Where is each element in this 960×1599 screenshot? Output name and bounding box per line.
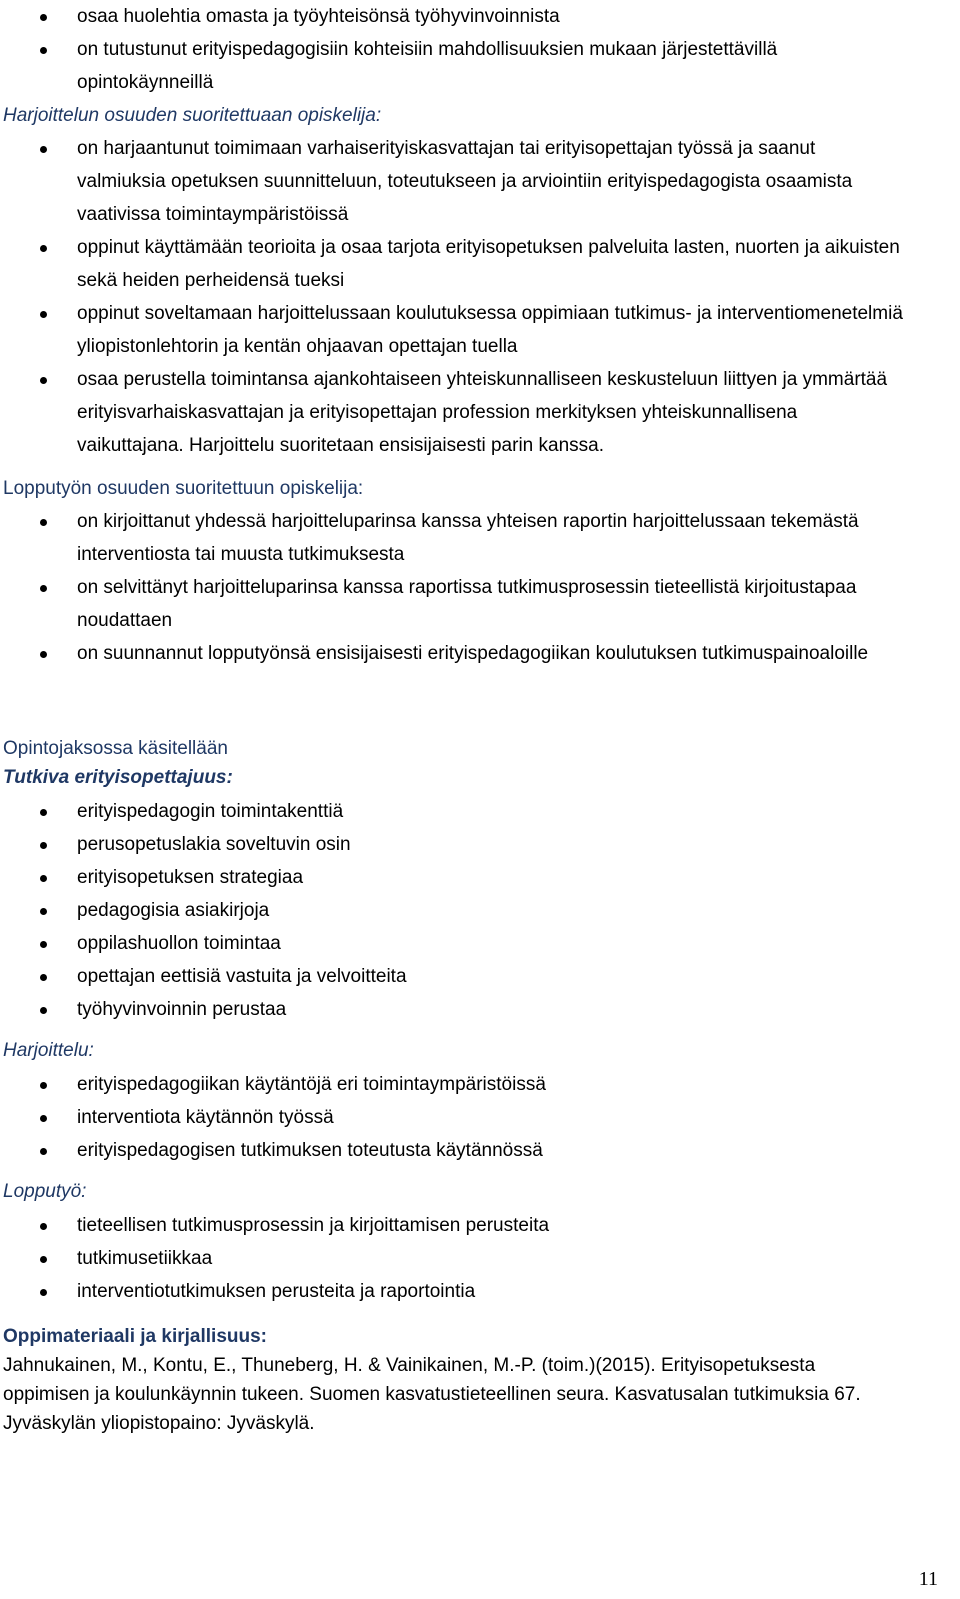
lopputyo-list [3,1209,903,1308]
list-item [3,571,903,637]
list-item [3,505,903,571]
bullet-icon [40,941,47,948]
list-item [3,828,903,861]
harjoittelu-heading: Harjoittelu: [3,1040,94,1061]
page-number: 11 [918,1568,938,1590]
content-intro: Opintojaksossa käsitellään [3,738,228,759]
bullet-icon [40,245,47,252]
bullet-icon [40,1115,47,1122]
harjoittelu-goals-heading: Harjoittelun osuuden suoritettuaan opiskelija: [3,105,382,126]
list-item [3,637,903,670]
bullet-icon [40,1289,47,1296]
list-item-text: on suunnannut lopputyönsä ensisijaisesti erityispedagogiikan koulutuksen tutkimuspainoaloille [77,643,869,664]
list-item [3,894,903,927]
list-item-text: erityispedagogin toimintakenttiä [77,801,344,822]
bullet-icon [40,1223,47,1230]
bullet-icon [40,875,47,882]
list-item [3,363,903,462]
bullet-icon [40,1256,47,1263]
list-item [3,132,903,231]
bullet-icon [40,1007,47,1014]
list-item-text: on tutustunut erityispedagogisiin kohteisiin mahdollisuuksien mukaan järjestettävillä opintokäynneillä [77,39,778,93]
bullet-icon [40,974,47,981]
list-item [3,1068,903,1101]
bullet-icon [40,14,47,21]
bullet-icon [40,519,47,526]
list-item [3,297,903,363]
bullet-icon [40,1082,47,1089]
top-list [3,0,903,99]
bullet-icon [40,908,47,915]
list-item-text: erityisopetuksen strategiaa [77,867,304,888]
document-page [3,0,903,1438]
list-item-text: tutkimusetiikkaa [77,1248,213,1269]
lopputyo-heading: Lopputyö: [3,1181,87,1202]
list-item-text: perusopetuslakia soveltuvin osin [77,834,351,855]
bullet-icon [40,377,47,384]
bullet-icon [40,585,47,592]
list-item-text: interventiotutkimuksen perusteita ja raportointia [77,1281,476,1302]
materials-heading: Oppimateriaali ja kirjallisuus: [3,1326,267,1347]
list-item [3,993,903,1026]
bullet-icon [40,311,47,318]
list-item [3,1209,903,1242]
list-item-text: oppinut käyttämään teorioita ja osaa tarjota erityisopetuksen palveluita lasten, nuorten ja aikuisten sekä heiden perheidensä tueksi [77,237,900,291]
bullet-icon [40,842,47,849]
list-item-text: opettajan eettisiä vastuita ja velvoitteita [77,966,407,987]
bullet-icon [40,47,47,54]
list-item-text: oppinut soveltamaan harjoittelussaan koulutuksessa oppimiaan tutkimus- ja interventiomenetelmiä yliopistonlehtorin ja kentän ohjaavan opettajan tuella [77,303,903,357]
list-item-text: erityispedagogisen tutkimuksen toteutusta käytännössä [77,1140,543,1161]
list-item [3,795,903,828]
list-item [3,33,903,99]
list-item-text: on harjaantunut toimimaan varhaiserityiskasvattajan tai erityisopettajan työssä ja saanut valmiuksia opetuksen suunnitteluun, toteutukseen ja arviointiin erityispedagogista osaamista vaativissa toimintaympäristöissä [77,138,853,225]
tutkiva-list [3,795,903,1026]
lopputyo-goals-list [3,505,903,670]
lopputyo-goals-heading: Lopputyön osuuden suoritettuun opiskelija: [3,478,364,499]
list-item-text: pedagogisia asiakirjoja [77,900,270,921]
tutkiva-heading: Tutkiva erityisopettajuus: [3,767,233,788]
harjoittelu-list [3,1068,903,1167]
list-item [3,927,903,960]
bullet-icon [40,809,47,816]
list-item-text: oppilashuollon toimintaa [77,933,281,954]
list-item [3,1101,903,1134]
list-item [3,1134,903,1167]
bullet-icon [40,651,47,658]
list-item-text: on kirjoittanut yhdessä harjoitteluparinsa kanssa yhteisen raportin harjoittelussaan tekemästä interventiosta tai muusta tutkimuksesta [77,511,859,565]
list-item-text: työhyvinvoinnin perustaa [77,999,287,1020]
list-item [3,1275,903,1308]
materials-reference: Jahnukainen, M., Kontu, E., Thuneberg, H. & Vainikainen, M.-P. (toim.)(2015). Erityisopetuksesta oppimisen ja koulunkäynnin tukeen. Suomen kasvatustieteellinen seura. Kasvatusalan tutkimuksia 67. Jyväskylän yliopistopaino: Jyväskylä. [3,1355,861,1434]
list-item-text: on selvittänyt harjoitteluparinsa kanssa raportissa tutkimusprosessin tieteellistä kirjoitustapaa noudattaen [77,577,857,631]
list-item-text: osaa perustella toimintansa ajankohtaiseen yhteiskunnalliseen keskusteluun liittyen ja ymmärtää erityisvarhaiskasvattajan ja erityisopettajan profession merkityksen yhteiskunnallisena vaikuttajana. Harjoittelu suoritetaan ensisijaisesti parin kanssa. [77,369,888,456]
list-item [3,960,903,993]
list-item-text: tieteellisen tutkimusprosessin ja kirjoittamisen perusteita [77,1215,550,1236]
list-item [3,1242,903,1275]
list-item-text: osaa huolehtia omasta ja työyhteisönsä työhyvinvoinnista [77,6,560,27]
list-item-text: erityispedagogiikan käytäntöjä eri toimintaympäristöissä [77,1074,546,1095]
bullet-icon [40,1148,47,1155]
list-item-text: interventiota käytännön työssä [77,1107,334,1128]
list-item [3,0,903,33]
bullet-icon [40,146,47,153]
list-item [3,861,903,894]
harjoittelu-goals-list [3,132,903,462]
list-item [3,231,903,297]
